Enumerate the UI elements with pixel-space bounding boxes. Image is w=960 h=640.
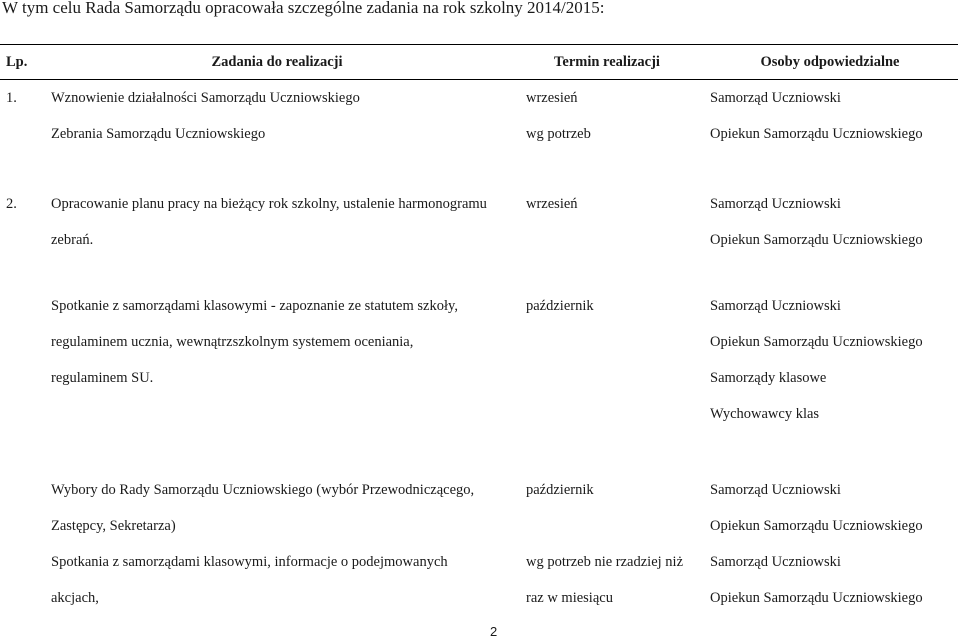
responsible-cell-line: Samorząd Uczniowski <box>710 298 841 314</box>
term-cell <box>512 472 702 544</box>
row-number <box>0 544 42 616</box>
task-cell-line: Opracowanie planu pracy na bieżący rok szkolny, ustalenie harmonogramu <box>51 196 487 212</box>
row-spacer <box>0 432 958 472</box>
task-cell-line: Wybory do Rady Samorządu Uczniowskiego (wybór Przewodniczącego, <box>51 482 475 498</box>
responsible-cell-line: Samorząd Uczniowski <box>710 90 841 106</box>
responsible-cell-line: Opiekun Samorządu Uczniowskiego <box>710 334 923 350</box>
responsible-cell-line: Opiekun Samorządu Uczniowskiego <box>710 518 923 534</box>
table-row <box>0 472 958 544</box>
term-cell-line: raz w miesiącu <box>526 590 613 606</box>
responsible-cell-line: Samorządy klasowe <box>710 370 827 386</box>
row-number <box>0 288 42 432</box>
responsible-cell <box>702 80 958 153</box>
task-cell <box>42 80 512 153</box>
task-cell-line: zebrań. <box>51 232 94 248</box>
task-cell-line: Zebrania Samorządu Uczniowskiego <box>51 126 266 142</box>
task-cell-line: regulaminem ucznia, wewnątrzszkolnym systemem oceniania, <box>51 334 414 350</box>
task-cell-line: akcjach, <box>51 590 99 606</box>
row-number: 2. <box>6 196 17 212</box>
term-cell-line: październik <box>526 482 594 498</box>
responsible-cell-line: Opiekun Samorządu Uczniowskiego <box>710 232 923 248</box>
row-spacer <box>0 258 958 288</box>
term-cell <box>512 186 702 258</box>
table-header-row <box>0 45 958 80</box>
term-cell <box>512 544 702 616</box>
header-term: Termin realizacji <box>512 45 702 80</box>
table-row <box>0 544 958 616</box>
tasks-table <box>0 44 958 616</box>
task-cell-line: Spotkanie z samorządami klasowymi - zapoznanie ze statutem szkoły, <box>51 298 458 314</box>
responsible-cell <box>702 544 958 616</box>
header-lp: Lp. <box>0 45 42 80</box>
table-row <box>0 288 958 432</box>
responsible-cell-line: Samorząd Uczniowski <box>710 482 841 498</box>
table-body <box>0 80 958 617</box>
term-cell-line: wrzesień <box>526 196 578 212</box>
term-cell-line: wg potrzeb <box>526 126 591 142</box>
task-cell-line: regulaminem SU. <box>51 370 154 386</box>
row-number <box>0 472 42 544</box>
term-cell-line: wrzesień <box>526 90 578 106</box>
spacer-cell <box>0 258 958 288</box>
row-spacer <box>0 152 958 186</box>
task-cell <box>42 288 512 432</box>
term-cell-line: październik <box>526 298 594 314</box>
task-cell <box>42 544 512 616</box>
responsible-cell <box>702 472 958 544</box>
responsible-cell-line: Samorząd Uczniowski <box>710 554 841 570</box>
header-task: Zadania do realizacji <box>42 45 512 80</box>
responsible-cell <box>702 186 958 258</box>
term-cell <box>512 288 702 432</box>
responsible-cell-line: Opiekun Samorządu Uczniowskiego <box>710 126 923 142</box>
table-row <box>0 80 958 153</box>
task-cell-line: Wznowienie działalności Samorządu Uczniowskiego <box>51 90 360 106</box>
page-number: 2 <box>490 624 498 639</box>
intro-text: W tym celu Rada Samorządu opracowała szczególne zadania na rok szkolny 2014/2015: <box>2 0 605 17</box>
term-cell <box>512 80 702 153</box>
table-row <box>0 186 958 258</box>
spacer-cell <box>0 432 958 472</box>
task-cell <box>42 472 512 544</box>
responsible-cell-line: Opiekun Samorządu Uczniowskiego <box>710 590 923 606</box>
term-cell-line: wg potrzeb nie rzadziej niż <box>526 554 684 570</box>
responsible-cell-line: Samorząd Uczniowski <box>710 196 841 212</box>
row-number: 1. <box>6 90 17 106</box>
task-cell-line: Zastępcy, Sekretarza) <box>51 518 176 534</box>
responsible-cell <box>702 288 958 432</box>
spacer-cell <box>0 152 958 186</box>
responsible-cell-line: Wychowawcy klas <box>710 406 820 422</box>
task-cell-line: Spotkania z samorządami klasowymi, informacje o podejmowanych <box>51 554 448 570</box>
header-who: Osoby odpowiedzialne <box>702 45 958 80</box>
task-cell <box>42 186 512 258</box>
